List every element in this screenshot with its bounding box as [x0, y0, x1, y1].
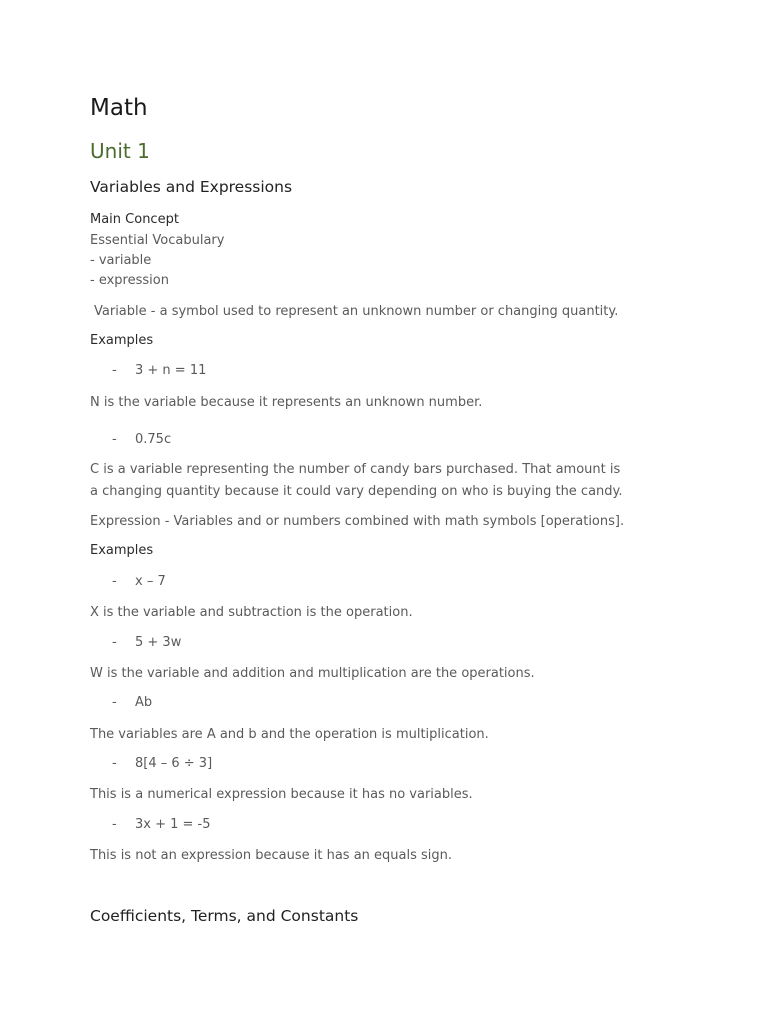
list-item	[112, 695, 152, 710]
vocab-item-variable: - variable	[90, 253, 152, 268]
example-expression: 3x + 1 = -5	[135, 817, 211, 832]
examples-label: Examples	[90, 333, 154, 348]
example-note: This is a numerical expression because it has no variables.	[90, 787, 473, 802]
example-note: N is the variable because it represents an unknown number.	[90, 395, 483, 410]
example-expression: x – 7	[135, 574, 166, 589]
example-note: X is the variable and subtraction is the operation.	[90, 605, 413, 620]
section-heading-variables: Variables and Expressions	[90, 178, 293, 196]
list-item	[112, 363, 206, 378]
bullet-dash: -	[112, 756, 117, 771]
example-note: This is not an expression because it has an equals sign.	[90, 848, 453, 863]
example-expression: 3 + n = 11	[135, 363, 207, 378]
variable-definition: Variable - a symbol used to represent an unknown number or changing quantity.	[94, 304, 619, 319]
list-item	[112, 432, 171, 447]
example-expression: 8[4 – 6 ÷ 3]	[135, 756, 213, 771]
example-expression: Ab	[135, 695, 153, 710]
bullet-dash: -	[112, 432, 117, 447]
list-item	[112, 817, 211, 832]
main-concept-heading: Main Concept	[90, 212, 179, 227]
example-note-line1: C is a variable representing the number of candy bars purchased. That amount is	[90, 462, 621, 477]
vocab-item-expression: - expression	[90, 273, 169, 288]
example-expression: 0.75c	[135, 432, 172, 447]
examples-label: Examples	[90, 543, 154, 558]
expression-definition: Expression - Variables and or numbers combined with math symbols [operations].	[90, 514, 625, 529]
example-note-line2: a changing quantity because it could vary depending on who is buying the candy.	[90, 484, 623, 499]
bullet-dash: -	[112, 817, 117, 832]
bullet-dash: -	[112, 574, 117, 589]
list-item	[112, 635, 181, 650]
example-expression: 5 + 3w	[135, 635, 182, 650]
vocab-heading: Essential Vocabulary	[90, 233, 225, 248]
unit-heading: Unit 1	[90, 139, 150, 163]
document-title: Math	[90, 95, 148, 121]
bullet-dash: -	[112, 695, 117, 710]
list-item	[112, 574, 166, 589]
section-heading-coefficients: Coefficients, Terms, and Constants	[90, 907, 359, 925]
example-note: The variables are A and b and the operation is multiplication.	[90, 727, 489, 742]
bullet-dash: -	[112, 635, 117, 650]
example-note: W is the variable and addition and multiplication are the operations.	[90, 666, 535, 681]
bullet-dash: -	[112, 363, 117, 378]
list-item	[112, 756, 212, 771]
